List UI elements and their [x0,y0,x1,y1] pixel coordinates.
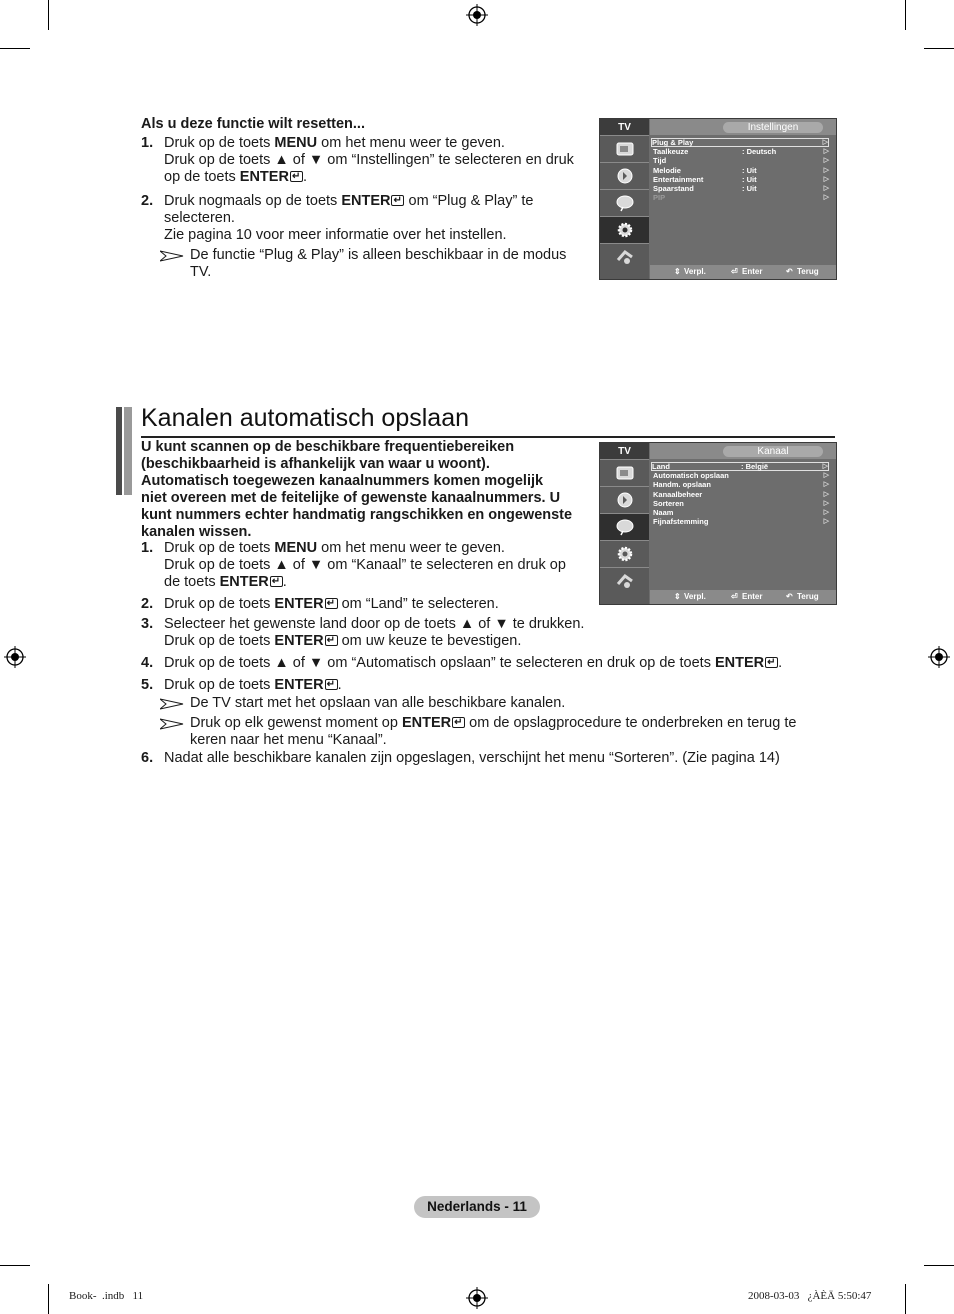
crop-mark [0,1265,30,1266]
enter-icon [270,576,283,587]
menu-row[interactable]: Plug & Play ▷ [652,138,828,147]
reset-note: De functie “Plug & Play” is alleen beschikbaar in de modus TV. [160,247,590,283]
tv-label: TV [600,119,649,135]
tv-label: TV [600,443,649,459]
section-rule [141,436,835,438]
crop-mark [48,0,49,30]
section-step-6: 6. Nadat alle beschikbare kanalen zijn opgeslagen, verschijnt het menu “Sorteren”. (Zie pagina 14) [141,750,780,766]
section-step-2: 2. Druk op de toets ENTER↵ om “Land” te selecteren. [141,596,581,614]
channel-menu-icon[interactable] [600,189,649,216]
page-number-label: Nederlands - 11 [427,1199,527,1214]
section-note-1: De TV start met het opslaan van alle beschikbare kanalen. [160,695,820,713]
crop-mark [924,1265,954,1266]
menu-row[interactable]: Kanaalbeheer ▷ [653,489,829,499]
arrow-right-icon: ▷ [823,481,829,489]
enter-icon: ⏎ [731,267,738,276]
section-step-3: 3. Selecteer het gewenste land door op de toets ▲ of ▼ te drukken. Druk op de toets ENTER↵ om uw keuze te bevestigen. [141,616,611,652]
section-note-2: Druk op elk gewenst moment op ENTER↵ om de opslagprocedure te onderbreken en terug te keren naar het menu “Kanaal”. [160,715,840,751]
arrow-right-icon: ▷ [823,184,829,192]
arrow-right-icon: ▷ [823,508,829,516]
menu-row[interactable]: PIP ▷ [653,193,829,203]
page-number-badge [414,1196,540,1218]
arrow-right-icon: ▷ [823,175,829,183]
menu-row[interactable]: Melodie : Uit ▷ [653,165,829,175]
back-icon: ↶ [786,267,793,276]
menu-rows [653,462,829,526]
enter-icon [452,717,465,728]
arrow-right-icon: ▷ [823,518,829,526]
menu-row[interactable]: Spaarstand : Uit ▷ [653,183,829,193]
menu-titlebar [650,119,836,135]
input-menu-icon[interactable] [600,567,649,594]
step-number: 1. [141,135,154,151]
arrow-right-icon: ▷ [823,490,829,498]
enter-icon: ⏎ [731,592,738,601]
print-info-right: 2008-03-03 ¿ÀÈÄ 5:50:47 [748,1290,872,1302]
setup-menu-icon[interactable] [600,540,649,567]
arrow-right-icon: ▷ [823,499,829,507]
sound-menu-icon[interactable] [600,486,649,513]
enter-icon [325,635,338,646]
section-bar [124,407,132,495]
print-info-left: Book- .indb 11 [69,1290,144,1302]
enter-icon [391,195,404,206]
arrow-right-icon: ▷ [823,472,829,480]
move-icon: ⇕ [674,267,681,276]
crop-mark [905,1284,906,1314]
arrow-right-icon: ▷ [823,194,829,202]
setup-menu-icon[interactable] [600,216,649,243]
menu-row[interactable]: Naam ▷ [653,507,829,517]
step-number: 5. [141,677,154,693]
arrow-right-icon: ▷ [823,166,829,174]
menu-row[interactable]: Fijnafstemming ▷ [653,517,829,527]
arrow-right-icon: ▷ [822,139,828,146]
step-number: 4. [141,655,154,671]
section-bar [116,407,122,495]
reset-heading: Als u deze functie wilt resetten... [141,116,365,132]
menu-title: Kanaal [723,446,823,457]
move-icon: ⇕ [674,592,681,601]
menu-row[interactable]: Sorteren ▷ [653,498,829,508]
menu-row[interactable]: Automatisch opslaan ▷ [653,471,829,481]
section-title: Kanalen automatisch opslaan [141,404,470,432]
section-intro: U kunt scannen op de beschikbare frequentiebereiken (beschikbaarheid is afhankelijk van waar u woont). Automatisch toegewezen kanaalnummers komen mogelijk niet overeen met de feitelijke of gewenste kanaalnummers. U kunt nummers echter handmatig rangschikken en ongewenste kanalen wissen. [141,439,573,540]
step-number: 1. [141,540,154,556]
step-number: 6. [141,750,154,766]
section-step-5: 5. Druk op de toets ENTER↵ . [141,677,581,695]
arrow-right-icon: ▷ [823,148,829,156]
back-icon: ↶ [786,592,793,601]
crop-mark [905,0,906,30]
menu-row[interactable]: Handm. opslaan ▷ [653,480,829,490]
menu-row[interactable]: Entertainment : Uit ▷ [653,174,829,184]
enter-icon [290,171,303,182]
menu-rows [653,138,829,202]
tv-menu-instellingen [599,118,837,280]
menu-footer: ⇕ Verpl. ⏎ Enter ↶ Terug [650,265,836,279]
step-number: 3. [141,616,154,632]
picture-menu-icon[interactable] [600,459,649,486]
section-step-1: 1. Druk op de toets MENU om het menu weer te geven. Druk op de toets ▲ of ▼ om “Kanaal” te selecteren en druk op de toets ENTER↵ . [141,540,581,594]
crop-mark [924,48,954,49]
channel-menu-icon[interactable] [600,513,649,540]
menu-row[interactable]: Land : België ▷ [652,462,828,471]
enter-icon [765,657,778,668]
menu-footer: ⇕ Verpl. ⏎ Enter ↶ Terug [650,590,836,604]
menu-title: Instellingen [723,122,823,133]
step-number: 2. [141,596,154,612]
picture-menu-icon[interactable] [600,135,649,162]
note-arrow-icon [160,250,184,262]
menu-row[interactable]: Tijd ▷ [653,156,829,166]
tv-menu-kanaal [599,442,837,605]
arrow-right-icon: ▷ [823,157,829,165]
note-arrow-icon [160,718,184,730]
crop-mark [48,1284,49,1314]
input-menu-icon[interactable] [600,243,649,270]
enter-icon [325,679,338,690]
reset-step-1: 1. Druk op de toets MENU om het menu weer te geven. Druk op de toets ▲ of ▼ om “Instellingen” te selecteren en druk op de toets ENTER↵ . [141,135,581,189]
reset-step-2: 2. Druk nogmaals op de toets ENTER↵ om “Plug & Play” te selecteren. Zie pagina 10 voor meer informatie over het instellen. [141,193,581,247]
registration-mark-icon [466,1287,488,1309]
section-step-4: 4. Druk op de toets ▲ of ▼ om “Automatisch opslaan” te selecteren en druk op de toets ENTER↵ . [141,655,841,673]
arrow-right-icon: ▷ [822,463,828,470]
note-arrow-icon [160,698,184,710]
registration-mark-icon [928,646,950,668]
crop-mark [0,48,30,49]
step-number: 2. [141,193,154,209]
enter-icon [325,598,338,609]
menu-row[interactable]: Taalkeuze : Deutsch ▷ [653,147,829,157]
registration-mark-icon [4,646,26,668]
registration-mark-icon [466,4,488,26]
menu-titlebar [650,443,836,459]
sound-menu-icon[interactable] [600,162,649,189]
